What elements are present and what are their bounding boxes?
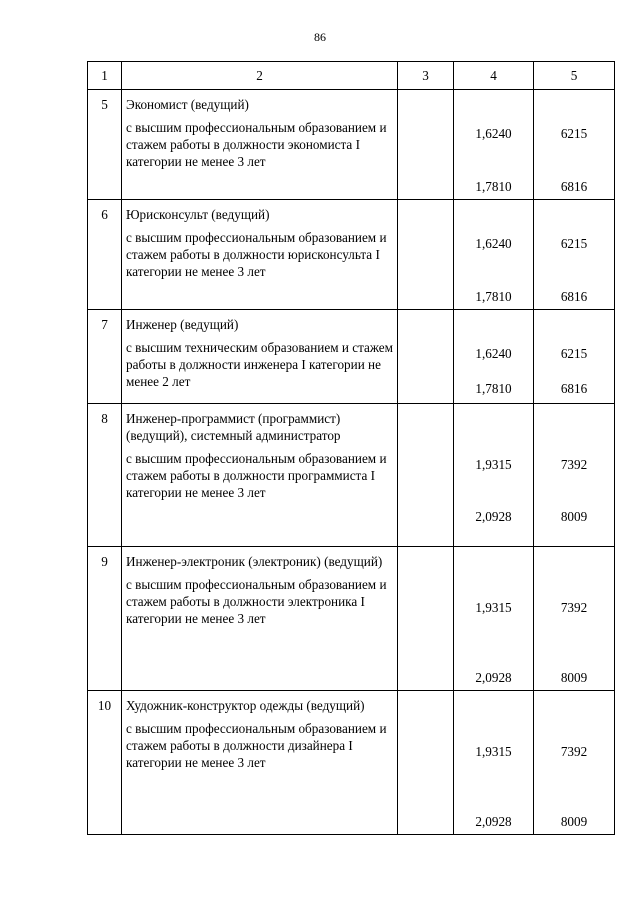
table-row	[88, 310, 615, 404]
position-condition: с высшим профессиональным образованием и стажем работы в должности дизайнера I категории не менее 3 лет	[126, 721, 387, 770]
coefficient-value: 1,6240	[475, 236, 512, 251]
coefficient-cell	[454, 691, 534, 835]
row-number: 5	[88, 90, 122, 200]
salary-value: 6215	[560, 236, 588, 251]
table-header-row	[88, 62, 615, 90]
empty-cell	[398, 691, 454, 835]
table-row	[88, 691, 615, 835]
table-row	[88, 200, 615, 310]
table-row	[88, 547, 615, 691]
salary-value: 7392	[560, 457, 588, 472]
coefficient-cell	[454, 404, 534, 547]
position-title: Инженер (ведущий)	[126, 317, 239, 332]
page-number: 86	[314, 30, 326, 44]
coefficient-value: 2,0928	[475, 670, 512, 685]
header-cell: 4	[454, 62, 534, 90]
coefficient-value: 1,7810	[475, 289, 512, 304]
coefficient-cell	[454, 90, 534, 200]
position-cell	[122, 691, 398, 835]
salary-cell	[534, 547, 615, 691]
salary-value: 6816	[560, 289, 588, 304]
position-condition: с высшим профессиональным образованием и стажем работы в должности экономиста I категории не менее 3 лет	[126, 120, 387, 169]
coefficient-value: 2,0928	[475, 509, 512, 524]
header-cell: 5	[534, 62, 615, 90]
position-cell	[122, 404, 398, 547]
salary-cell	[534, 90, 615, 200]
position-cell	[122, 200, 398, 310]
row-number: 10	[88, 691, 122, 835]
position-condition: с высшим техническим образованием и стажем работы в должности инженера I категории не менее 2 лет	[126, 340, 393, 389]
coefficient-cell	[454, 547, 534, 691]
header-cell: 2	[122, 62, 398, 90]
empty-cell	[398, 547, 454, 691]
coefficient-cell	[454, 310, 534, 404]
coefficient-value: 1,7810	[475, 381, 512, 396]
salary-value: 6215	[560, 346, 588, 361]
empty-cell	[398, 310, 454, 404]
coefficient-value: 1,9315	[475, 744, 512, 759]
position-cell	[122, 90, 398, 200]
salary-value: 8009	[560, 814, 588, 829]
position-cell	[122, 547, 398, 691]
position-title: Юрисконсульт (ведущий)	[126, 207, 270, 222]
position-title: Инженер-электроник (электроник) (ведущий)	[126, 554, 383, 569]
empty-cell	[398, 90, 454, 200]
empty-cell	[398, 404, 454, 547]
position-title: Экономист (ведущий)	[126, 97, 249, 112]
position-condition: с высшим профессиональным образованием и стажем работы в должности электроника I категории не менее 3 лет	[126, 577, 387, 626]
table-row	[88, 90, 615, 200]
position-condition: с высшим профессиональным образованием и стажем работы в должности программиста I категории не менее 3 лет	[126, 451, 387, 500]
row-number: 6	[88, 200, 122, 310]
coefficient-value: 2,0928	[475, 814, 512, 829]
salary-value: 6816	[560, 381, 588, 396]
row-number: 9	[88, 547, 122, 691]
salary-value: 7392	[560, 600, 588, 615]
salary-value: 8009	[560, 670, 588, 685]
salary-cell	[534, 691, 615, 835]
coefficient-value: 1,7810	[475, 179, 512, 194]
coefficient-value: 1,6240	[475, 346, 512, 361]
position-cell	[122, 310, 398, 404]
coefficient-value: 1,9315	[475, 457, 512, 472]
coefficient-value: 1,9315	[475, 600, 512, 615]
coefficient-value: 1,6240	[475, 126, 512, 141]
salary-value: 8009	[560, 509, 588, 524]
table-row	[88, 404, 615, 547]
salary-value: 6816	[560, 179, 588, 194]
salary-value: 6215	[560, 126, 588, 141]
empty-cell	[398, 200, 454, 310]
position-condition: с высшим профессиональным образованием и стажем работы в должности юрисконсульта I категории не менее 3 лет	[126, 230, 387, 279]
salary-value: 7392	[560, 744, 588, 759]
row-number: 7	[88, 310, 122, 404]
salary-cell	[534, 200, 615, 310]
position-title: Художник-конструктор одежды (ведущий)	[126, 698, 365, 713]
coefficient-cell	[454, 200, 534, 310]
header-cell: 1	[88, 62, 122, 90]
position-title: Инженер-программист (программист) (ведущий), системный администратор	[126, 411, 341, 443]
salary-cell	[534, 310, 615, 404]
row-number: 8	[88, 404, 122, 547]
header-cell: 3	[398, 62, 454, 90]
salary-cell	[534, 404, 615, 547]
salary-table	[87, 61, 615, 835]
